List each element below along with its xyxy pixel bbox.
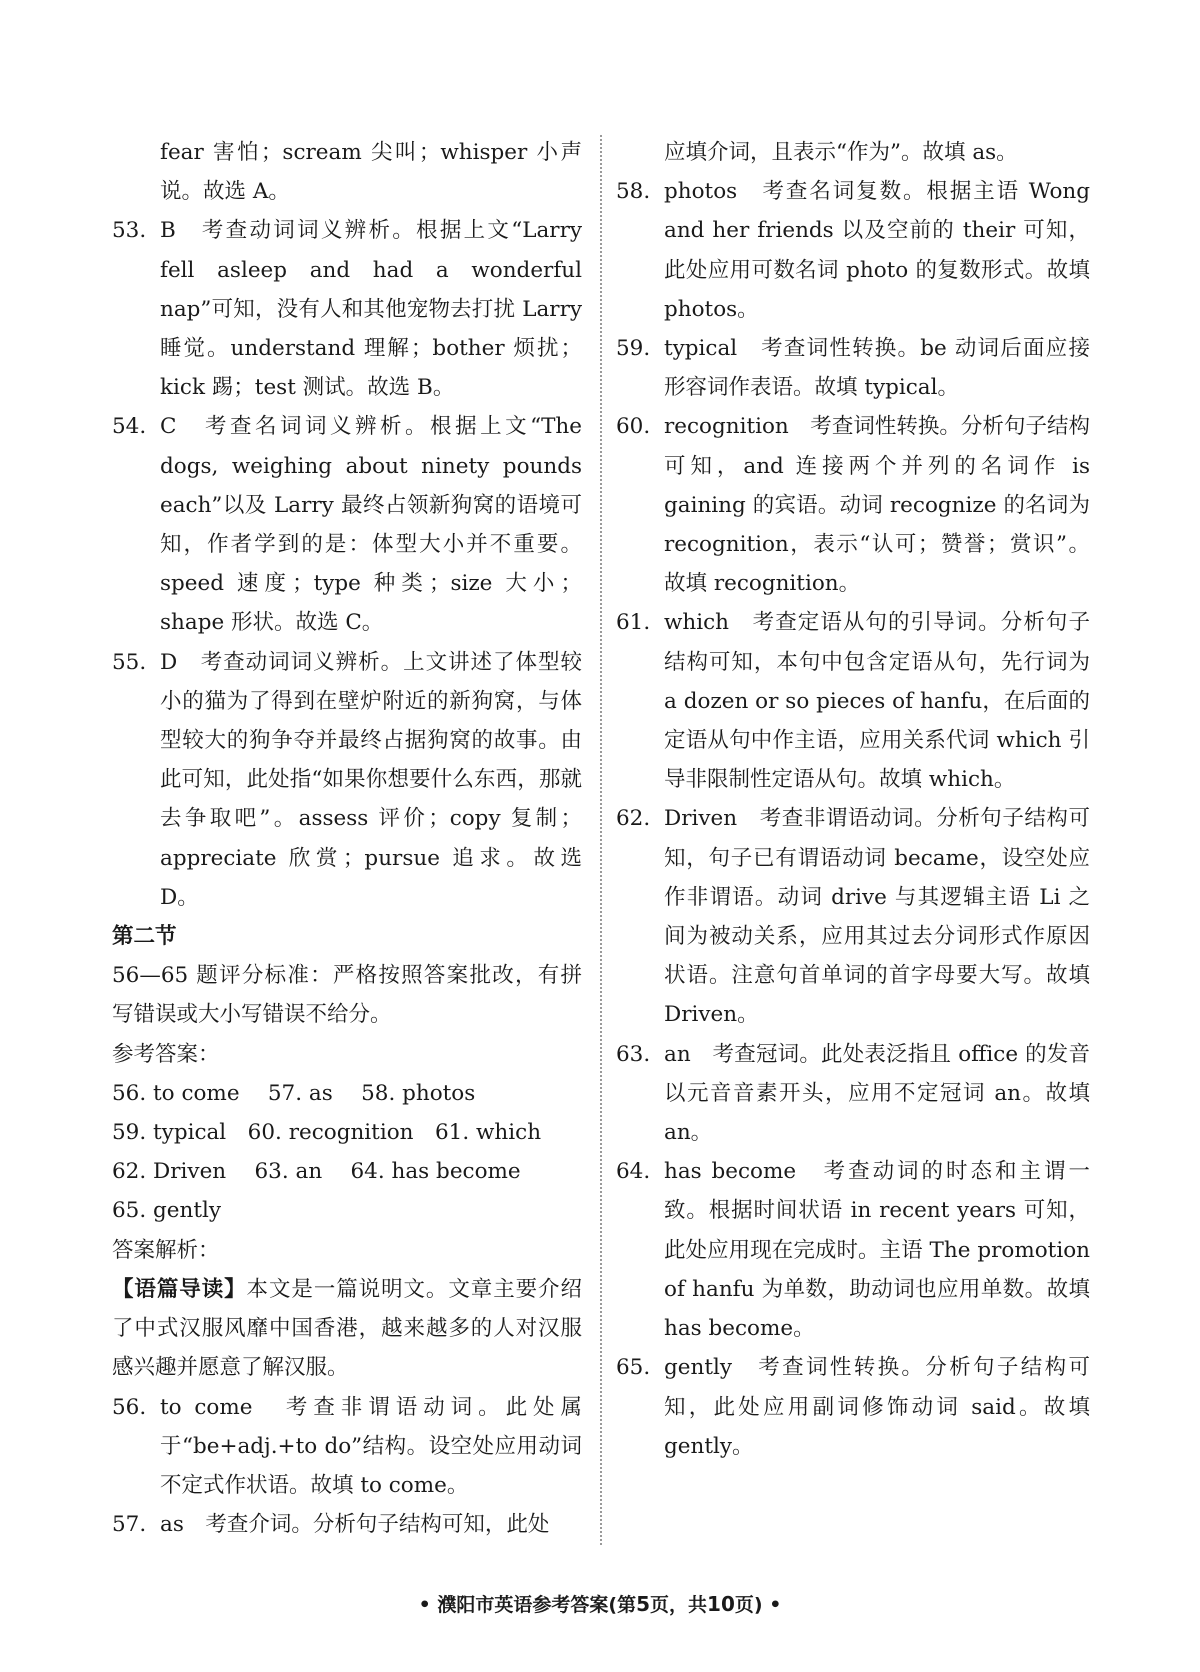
footer-total-pages: 10 xyxy=(707,1592,735,1616)
item-text: D 考查动词词义辨析。上文讲述了体型较小的猫为了得到在壁炉附近的新狗窝，与体型较大的狗争夺并最终占据狗窝的故事。由此可知，此处指“如果你想要什么东西，那就去争取吧”。assess 评价；copy 复制；appreciate 欣赏；pursue 追求。故选 D。 xyxy=(160,649,582,910)
answer-item-57 xyxy=(112,1505,582,1544)
item-text: to come 考查非谓语动词。此处属于“be+adj.+to do”结构。设空处应用动词不定式作状语。故填 to come。 xyxy=(160,1394,582,1498)
item-text: typical 考查词性转换。be 动词后面应接形容词作表语。故填 typical。 xyxy=(664,336,1090,401)
left-column xyxy=(112,133,582,1544)
item-number: 60. xyxy=(616,414,651,440)
reference-answers-label: 参考答案： xyxy=(112,1041,220,1067)
answer-item-56 xyxy=(112,1388,582,1506)
answer-line: 59. typical 60. recognition 61. which xyxy=(112,1120,542,1146)
passage-guide-label: 【语篇导读】 xyxy=(112,1276,247,1302)
item-text: gently 考查词性转换。分析句子结构可知，此处应用副词修饰动词 said。故填 gently。 xyxy=(664,1355,1090,1459)
answer-item-62 xyxy=(616,799,1090,1034)
column-divider xyxy=(600,135,602,1545)
item-text: an 考查冠词。此处表泛指且 office 的发音以元音音素开头，应用不定冠词 an。故填 an。 xyxy=(664,1041,1090,1146)
answer-line: 65. gently xyxy=(112,1198,222,1224)
item-number: 56. xyxy=(112,1394,147,1420)
answer-line: 62. Driven 63. an 64. has become xyxy=(112,1159,521,1185)
item-number: 63. xyxy=(616,1041,651,1067)
answer-item-53 xyxy=(112,211,582,407)
answer-item-61 xyxy=(616,603,1090,799)
footer-suffix: 页) • xyxy=(734,1594,782,1616)
item-text: which 考查定语从句的引导词。分析句子结构可知，本句中包含定语从句，先行词为 a dozen or so pieces of hanfu，在后面的定语从句中作主语，应用关系代词 which 引导非限制性定语从句。故填 which。 xyxy=(664,610,1090,793)
continued-text-52: fear 害怕；scream 尖叫；whisper 小声说。故选 A。 xyxy=(160,140,582,205)
answer-item-55 xyxy=(112,643,582,917)
item-number: 54. xyxy=(112,414,147,440)
item-text: photos 考查名词复数。根据主语 Wong and her friends 以及空前的 their 可知，此处应用可数名词 photo 的复数形式。故填 photos。 xyxy=(664,179,1090,322)
item-number: 53. xyxy=(112,218,147,244)
answer-item-58 xyxy=(616,172,1090,329)
item-text: C 考查名词词义辨析。根据上文“The dogs, weighing about ninety pounds each”以及 Larry 最终占领新狗窝的语境可知，作者学到的是：体型大小并不重要。speed 速度；type 种类；size 大小；shape 形状。故选 C。 xyxy=(160,414,582,636)
passage-guide xyxy=(112,1270,582,1388)
page-footer xyxy=(0,1590,1200,1617)
footer-prefix: • 濮阳市英语参考答案(第 xyxy=(418,1594,637,1616)
continued-text-57: 应填介词，且表示“作为”。故填 as。 xyxy=(664,140,1018,165)
item-text: as 考查介词。分析句子结构可知，此处 xyxy=(160,1512,550,1538)
item-number: 65. xyxy=(616,1355,651,1381)
item-text: B 考查动词词义辨析。根据上文“Larry fell asleep and had a wonderful nap”可知，没有人和其他宠物去打扰 Larry 睡觉。understand 理解；bother 烦扰；kick 踢；test 测试。故选 B。 xyxy=(160,218,582,401)
answer-item-59 xyxy=(616,329,1090,407)
item-number: 57. xyxy=(112,1512,147,1538)
analysis-label: 答案解析： xyxy=(112,1237,220,1263)
grading-criteria: 56—65 题评分标准：严格按照答案批改，有拼写错误或大小写错误不给分。 xyxy=(112,963,582,1028)
answer-item-65 xyxy=(616,1348,1090,1466)
answer-line: 56. to come 57. as 58. photos xyxy=(112,1080,476,1106)
footer-mid: 页，共 xyxy=(650,1594,708,1616)
item-number: 59. xyxy=(616,336,651,362)
item-number: 61. xyxy=(616,610,651,636)
answer-item-64 xyxy=(616,1152,1090,1348)
answer-item-63 xyxy=(616,1035,1090,1153)
item-number: 58. xyxy=(616,179,651,205)
right-column xyxy=(616,133,1090,1466)
answer-item-60 xyxy=(616,407,1090,603)
passage-guide-text: 本文是一篇说明文。文章主要介绍了中式汉服风靡中国香港，越来越多的人对汉服感兴趣并愿意了解汉服。 xyxy=(112,1276,582,1381)
item-text: Driven 考查非谓语动词。分析句子结构可知，句子已有谓语动词 became，设空处应作非谓语。动词 drive 与其逻辑主语 Li 之间为被动关系，应用其过去分词形式作原因状语。注意句首单词的首字母要大写。故填 Driven。 xyxy=(664,806,1090,1028)
item-number: 62. xyxy=(616,806,651,832)
item-number: 64. xyxy=(616,1159,651,1185)
item-text: recognition 考查词性转换。分析句子结构可知，and 连接两个并列的名词作 is gaining 的宾语。动词 recognize 的名词为 recognition，表示“认可；赞誉；赏识”。故填 recognition。 xyxy=(664,414,1090,597)
answer-item-54 xyxy=(112,407,582,642)
item-text: has become 考查动词的时态和主谓一致。根据时间状语 in recent years 可知，此处应用现在完成时。主语 The promotion of hanfu 为单数，助动词也应用单数。故填 has become。 xyxy=(664,1159,1090,1342)
item-number: 55. xyxy=(112,649,147,675)
footer-page-number: 5 xyxy=(636,1592,651,1616)
section-title: 第二节 xyxy=(112,924,177,950)
